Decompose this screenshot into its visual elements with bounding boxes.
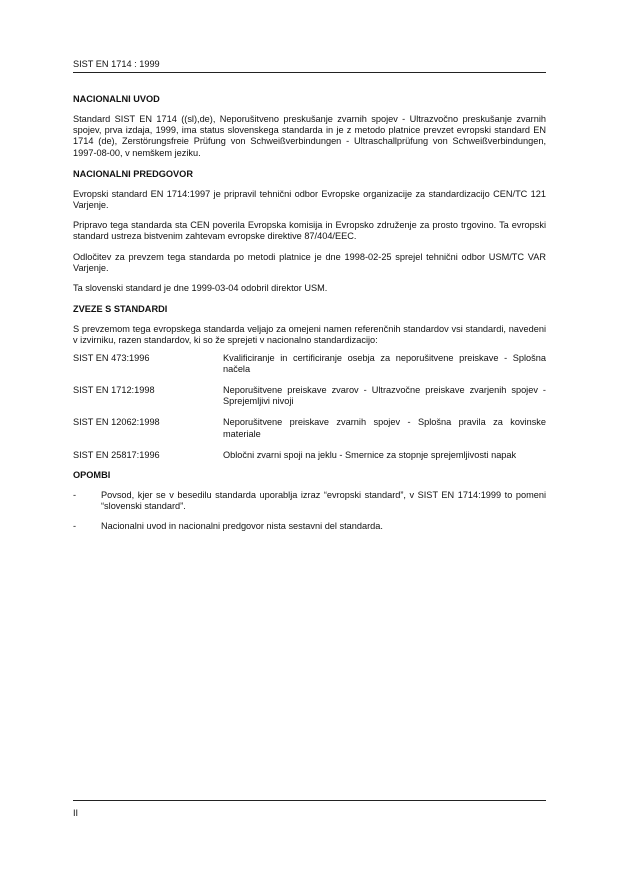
table-row: [73, 353, 546, 385]
predgovor-paragraph: Pripravo tega standarda sta CEN poverila Evropska komisija in Evropsko združenje za prosto trgovino. Ta evropski standard ustreza bistvenim zahtevam evropske direktive 87/404/EEC.: [73, 220, 546, 242]
list-bullet: -: [73, 490, 77, 501]
note-text: Povsod, kjer se v besedilu standarda uporablja izraz “evropski standard”, v SIST EN 1714:1999 to pomeni “slovenski standard”.: [101, 490, 546, 512]
table-row: [73, 450, 546, 471]
list-bullet: -: [73, 521, 77, 532]
standard-code: SIST EN 473:1996: [73, 352, 150, 363]
footer-rule: [73, 800, 546, 801]
standard-title: Kvalificiranje in certificiranje osebja za neporušitvene preiskave - Splošna načela: [223, 352, 546, 374]
standard-code: SIST EN 12062:1998: [73, 417, 160, 428]
standard-title: Neporušitvene preiskave zvarov - Ultrazvočne preiskave zvarjenih spojev - Sprejemljivi nivoji: [223, 385, 546, 407]
predgovor-paragraph: Evropski standard EN 1714:1997 je pripravil tehnični odbor Evropske organizacije za standardizacijo CEN/TC 121 Varjenje.: [73, 188, 546, 211]
header-rule: [73, 72, 546, 73]
content: [73, 93, 546, 533]
header-doc-id: SIST EN 1714 : 1999: [73, 59, 160, 69]
reference-standards-table: [73, 353, 546, 471]
uvod-heading: NACIONALNI UVOD: [73, 94, 160, 104]
list-item: [73, 521, 546, 532]
uvod-text: Standard SIST EN 1714 ((sl),de), Neporušitveno preskušanje zvarnih spojev - Ultrazvočno preskušanje zvarnih spojev, prva izdaja, 1999, ima status slovenskega standarda in je z metodo platnice prevzet evropski standard EN 1714 (de), Zerstörungsfreie Prüfung von Schweißverbindungen - Ultraschallprüfung von Schweißverbindungen, 1997-08-00, v nemškem jeziku.: [73, 114, 546, 158]
page-number: II: [73, 808, 79, 818]
standard-code: SIST EN 1712:1998: [73, 385, 155, 396]
standard-title: Obločni zvarni spoji na jeklu - Smernice za stopnje sprejemljivosti napak: [223, 449, 517, 460]
predgovor-heading: NACIONALNI PREDGOVOR: [73, 168, 193, 179]
zveze-intro: S prevzemom tega evropskega standarda veljajo za omejeni namen referenčnih standardov vsi standardi, navedeni v izvirniku, razen standardov, ki so že sprejeti v nacionalno standardizacijo:: [73, 324, 546, 346]
table-row: [73, 417, 546, 449]
standard-title: Neporušitvene preiskave zvarnih spojev - Splošna pravila za kovinske materiale: [223, 417, 546, 439]
note-text: Nacionalni uvod in nacionalni predgovor nista sestavni del standarda.: [101, 521, 383, 532]
standard-code: SIST EN 25817:1996: [73, 449, 160, 460]
predgovor-paragraph: Ta slovenski standard je dne 1999-03-04 odobril direktor USM.: [73, 283, 328, 294]
opombi-heading: OPOMBI: [73, 470, 111, 481]
predgovor-paragraph: Odločitev za prevzem tega standarda po metodi platnice je dne 1998-02-25 sprejel tehnični odbor USM/TC VAR Varjenje.: [73, 251, 546, 273]
table-row: [73, 385, 546, 417]
zveze-heading: ZVEZE S STANDARDI: [73, 304, 168, 315]
list-item: [73, 490, 546, 512]
